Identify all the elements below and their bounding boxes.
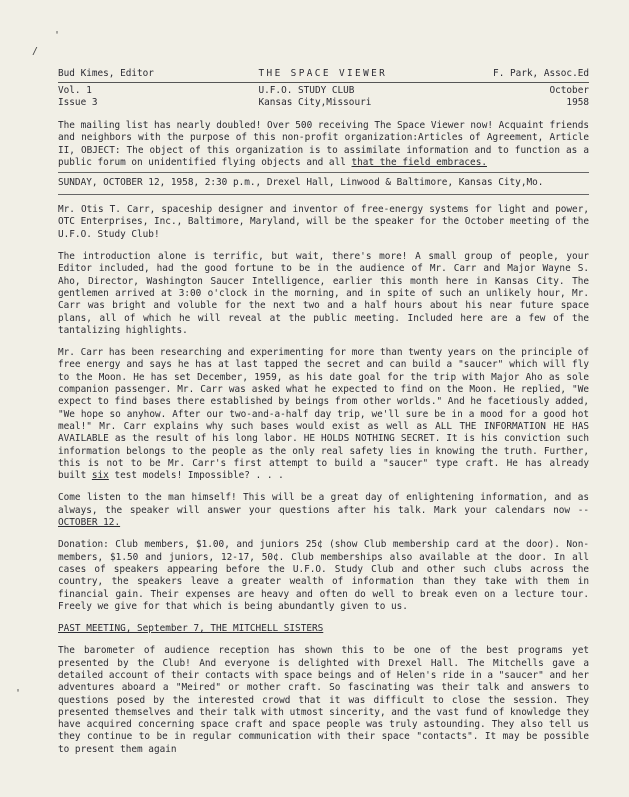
volume: Vol. 1 <box>58 85 92 96</box>
stray-mark-bottom-left: ' <box>15 688 22 699</box>
stray-mark-top: ' <box>54 30 61 41</box>
masthead-row-3 <box>58 97 589 109</box>
spacer <box>58 241 589 251</box>
newsletter-title: THE SPACE VIEWER <box>258 68 388 79</box>
issue-year: 1958 <box>566 97 589 108</box>
masthead-row-2 <box>58 85 589 97</box>
research-text-end: test models! Impossible? . . . <box>114 470 284 482</box>
past-meeting-paragraph: The barometer of audience reception has shown this to be one of the best programs yet presented by the Club! And everyone is delighted with Drexel Hall. The Mitchells gave a detailed account of their contacts with space beings and of Helen's ride in a "saucer" and her adventures aboard a "Meired" or mother craft. So fascinating was their talk and answers to questions posed by the interested crowd that it was difficult to close the session. They presented themselves and their talk with utmost sincerity, and the vast fund of knowledge they have acquired concerning space craft and space people was truly astounding. They also tell us they continue to be in regular communication with their space "contacts". It may be possible to present them again <box>58 645 589 755</box>
intro-underlined-tail: that the field embraces. <box>351 156 487 168</box>
meeting-announcement: SUNDAY, OCTOBER 12, 1958, 2:30 p.m., Drexel Hall, Linwood & Baltimore, Kansas City,Mo. <box>58 177 544 189</box>
spacer <box>58 529 589 539</box>
masthead <box>58 68 589 109</box>
issue-month: October <box>549 85 589 96</box>
editor-name: Bud Kimes, Editor <box>58 68 154 79</box>
spacer <box>58 613 589 623</box>
spacer <box>58 482 589 492</box>
invitation-date: OCTOBER 12. <box>58 517 121 529</box>
past-meeting-heading: PAST MEETING, September 7, THE MITCHELL SISTERS <box>58 623 324 635</box>
intro-text: The mailing list has nearly doubled! Over 500 receiving The Space Viewer now! Acquaint friends and neighbors with the purpose of this non-profit organization:Articles of Agreement, Article II, OBJECT: The object of this organization is to assimilate information and to function as a public forum on unidentified flying objects and all <box>58 120 589 168</box>
intro-paragraph <box>58 120 589 169</box>
invitation-text: Come listen to the man himself! This will be a great day of enlightening information, and as always, the speaker will answer your questions after his talk. Mark your calendars now -- <box>58 492 589 516</box>
issue-number: Issue 3 <box>58 97 98 108</box>
donation-paragraph: Donation: Club members, $1.00, and juniors 25¢ (show Club membership card at the door). Non-members, $1.50 and juniors, 12-17, 50¢. Club memberships also available at the door. In all cases of speakers appearing before the U.F.O. Study Club and other such clubs across the country, the speakers leave a greater wealth of information than they take with them in financial gain. Their expenses are heavy and often do well to break even on a lecture tour. Freely we give for that which is being abundantly given to us. <box>58 539 589 612</box>
club-name: U.F.O. STUDY CLUB <box>258 85 355 96</box>
stray-mark-left: / <box>32 46 39 57</box>
research-underlined-word: six <box>91 470 109 482</box>
associate-editor: F. Park, Assoc.Ed <box>493 68 589 79</box>
spacer <box>58 337 589 347</box>
club-location: Kansas City,Missouri <box>258 97 372 108</box>
research-paragraph <box>58 347 589 482</box>
introduction-paragraph: The introduction alone is terrific, but wait, there's more! A small group of people, your Editor included, had the good fortune to be in the audience of Mr. Carr and Major Wayne S. Aho, Director, Washington Saucer Intelligence, earlier this month here in Kansas City. The gentlemen arrived at 3:00 o'clock in the morning, and in spite of such an unlikely hour, Mr. Carr was bright and voluble for the next two and a half hours about his near future space plans, all of which he will reveal at the public meeting. Included here are a few of the tantalizing highlights. <box>58 251 589 336</box>
speaker-paragraph: Mr. Otis T. Carr, spaceship designer and inventor of free-energy systems for light and power, OTC Enterprises, Inc., Baltimore, Maryland, will be the speaker for the October meeting of the U.F.O. Study Club! <box>58 204 589 240</box>
invitation-paragraph <box>58 492 589 529</box>
spacer <box>58 635 589 645</box>
masthead-row-1 <box>58 68 589 80</box>
masthead-rule <box>58 82 589 83</box>
research-text: Mr. Carr has been researching and experimenting for more than twenty years on the principle of free energy and says he has at last tapped the secret and can build a "saucer" which will fly to the Moon. He has set December, 1959, as his date goal for the trip with Major Aho as sole companion passenger. Mr. Carr was asked what he expected to find on the Moon. He replied, "We expect to find bases there established by beings from other worlds." And he facetiously added, "We hope so anyhow. After our two-and-a-half day trip, we'll sure be in a mood for a good hot meal!" Mr. Carr explains why such bases would exist as well as ALL THE INFORMATION HE HAS AVAILABLE as the result of his long labor. HE HOLDS NOTHING SECRET. It is his conviction such information belongs to the people as the only real safety lies in knowing the truth. Further, this is not to be Mr. Carr's first attempt to build a "saucer" type craft. He has already built <box>58 347 589 482</box>
